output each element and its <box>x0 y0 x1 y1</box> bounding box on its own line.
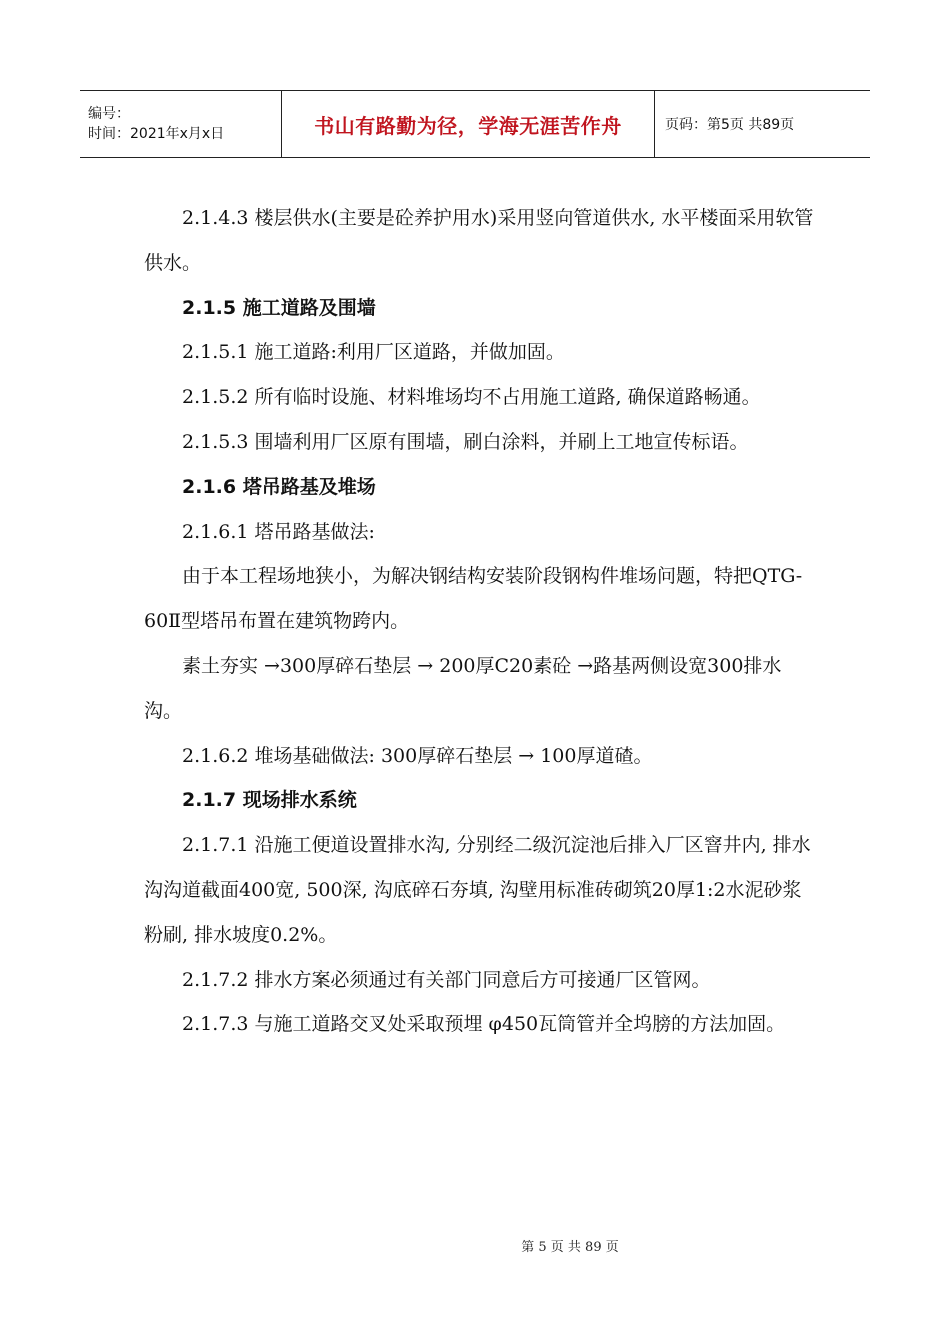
paragraph: 2.1.7.3 与施工道路交叉处采取预埋 φ450瓦筒管并全坞膀的方法加固。 <box>182 1013 786 1036</box>
paragraph: 2.1.5.2 所有临时设施、材料堆场均不占用施工道路, 确保道路畅通。 <box>182 386 761 409</box>
paragraph: 2.1.7.2 排水方案必须通过有关部门同意后方可接通厂区管网。 <box>182 968 711 991</box>
paragraph: 2.1.6.1 塔吊路基做法: <box>182 520 375 543</box>
document-body <box>144 196 816 1047</box>
time-label: 时间：2021年x月x日 <box>88 126 225 142</box>
paragraph: 2.1.4.3 楼层供水(主要是砼养护用水)采用竖向管道供水, 水平楼面采用软管供水。 <box>144 207 814 274</box>
footer-page-number: 第 5 页 共 89 页 <box>521 1240 619 1255</box>
page-footer <box>0 1236 950 1255</box>
header-motto-cell <box>282 91 655 157</box>
paragraph: 2.1.7.1 沿施工便道设置排水沟, 分别经二级沉淀池后排入厂区窨井内, 排水沟沟道截面400宽, 500深, 沟底碎石夯填, 沟壁用标准砖砌筑20厚1:2水泥砂浆粉刷, 排水坡度0.2%。 <box>144 834 811 946</box>
serial-label: 编号： <box>88 106 130 122</box>
paragraph: 由于本工程场地狭小，为解决钢结构安装阶段钢构件堆场问题，特把QTG-60Ⅱ型塔吊布置在建筑物跨内。 <box>144 565 803 633</box>
page-info: 页码：第5页 共89页 <box>665 117 795 133</box>
document-header <box>80 90 870 158</box>
header-meta <box>80 91 282 157</box>
section-heading: 2.1.6 塔吊路基及堆场 <box>182 475 376 498</box>
section-heading: 2.1.7 现场排水系统 <box>182 789 357 812</box>
motto: 书山有路勤为径，学海无涯苦作舟 <box>314 113 622 138</box>
paragraph: 素土夯实 →300厚碎石垫层 → 200厚C20素砼 →路基两侧设宽300排水沟。 <box>144 654 782 722</box>
paragraph: 2.1.5.1 施工道路:利用厂区道路，并做加固。 <box>182 341 565 364</box>
paragraph: 2.1.5.3 围墙利用厂区原有围墙，刷白涂料，并刷上工地宣传标语。 <box>182 430 749 453</box>
paragraph: 2.1.6.2 堆场基础做法: 300厚碎石垫层 → 100厚道碴。 <box>182 744 653 767</box>
section-heading: 2.1.5 施工道路及围墙 <box>182 296 376 319</box>
header-page-cell <box>655 91 870 157</box>
